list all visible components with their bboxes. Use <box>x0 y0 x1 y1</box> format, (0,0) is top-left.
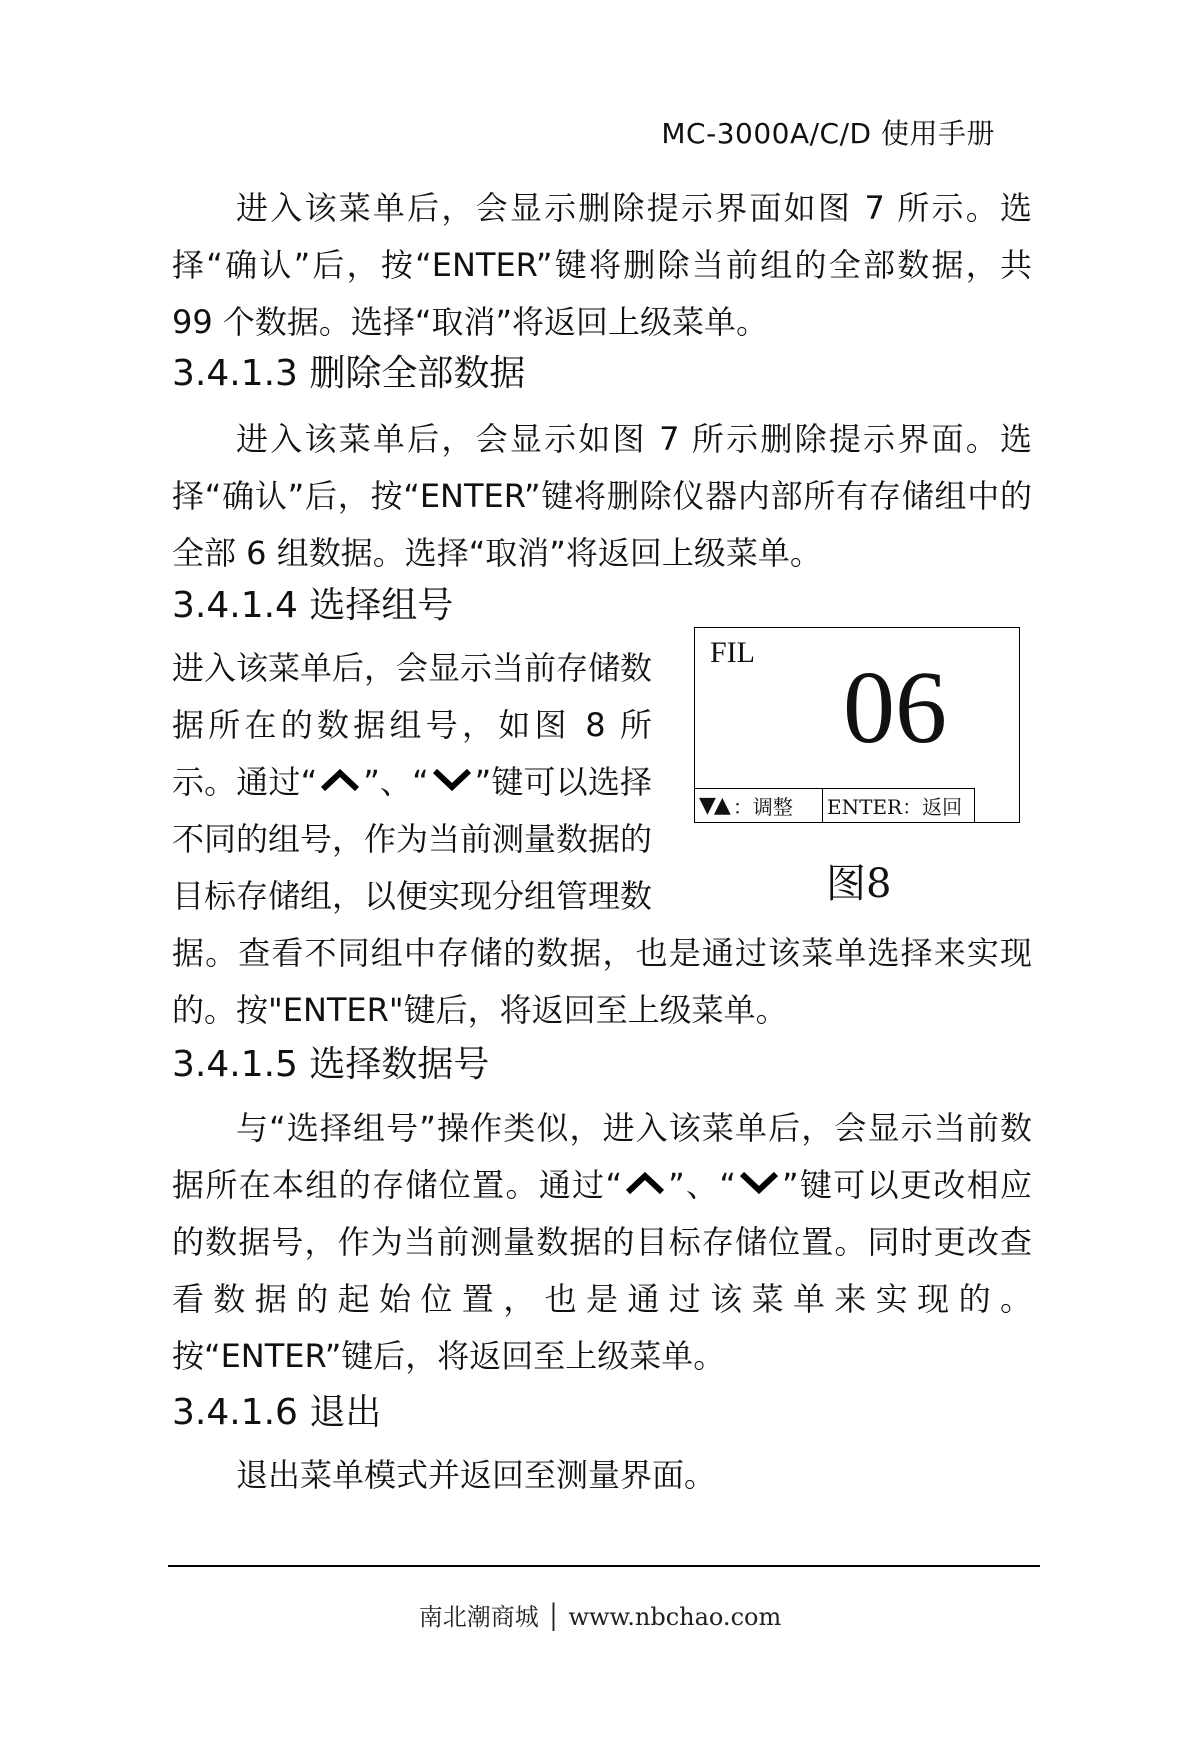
text-run: ”键可以更改相应的数据号，作为当前测量数据的目标存储位置。同时更改查看数据的起始位置，也是通过该菜单来实现的。按“ENTER”键后，将返回至上级菜单。 <box>172 1166 1032 1375</box>
chevron-down-icon <box>429 765 475 795</box>
page-header-title: MC-3000A/C/D 使用手册 <box>661 117 995 150</box>
text-run: 进入该菜单后，会显示当前存储数据所在的数据组号，如图 8 所示。通过“ <box>172 649 653 801</box>
heading-3-4-1-5: 3.4.1.5 选择数据号 <box>172 1044 490 1085</box>
lcd-group-number: 06 <box>843 650 947 765</box>
chevron-up-icon <box>317 765 363 795</box>
paragraph-select-group-cont: 据。查看不同组中存储的数据，也是通过该菜单选择来实现的。按"ENTER"键后，将返回至上级菜单。 <box>172 934 1032 1029</box>
figure-8-caption: 图8 <box>826 861 892 907</box>
paragraph-select-data <box>172 1100 1032 1385</box>
text-run: ”、“ <box>668 1166 736 1204</box>
heading-3-4-1-4: 3.4.1.4 选择组号 <box>172 585 454 626</box>
paragraph-delete-group: 进入该菜单后，会显示删除提示界面如图 7 所示。选择“确认”后，按“ENTER”键将删除当前组的全部数据，共 99 个数据。选择“取消”将返回上级菜单。 <box>172 189 1032 341</box>
heading-3-4-1-6: 3.4.1.6 退出 <box>172 1392 382 1433</box>
paragraph-delete-all: 进入该菜单后，会显示如图 7 所示删除提示界面。选择“确认”后，按“ENTER”键将删除仪器内部所有存储组中的全部 6 组数据。选择“取消”将返回上级菜单。 <box>172 420 1032 572</box>
paragraph-exit: 退出菜单模式并返回至测量界面。 <box>236 1456 717 1494</box>
lcd-status-bar <box>695 788 975 822</box>
chevron-up-icon <box>622 1168 668 1198</box>
footer-divider <box>168 1565 1040 1567</box>
lcd-enter-hint: ENTER：返回 <box>827 795 963 819</box>
lcd-mode-label: FIL <box>710 636 755 669</box>
lcd-adjust-hint <box>695 789 823 822</box>
footer-site-text: 南北潮商城 │ www.nbchao.com <box>418 1603 782 1631</box>
text-run: 与“选择组号”操作类似，进入该菜单后，会显示当前数据所在本组的存储位置。通过“ <box>172 1109 1032 1204</box>
paragraph-select-group <box>172 640 652 925</box>
text-run: ”键可以选择不同的组号，作为当前测量数据的目标存储组，以便实现分组管理数 <box>172 763 653 915</box>
chevron-down-icon <box>736 1168 782 1198</box>
figure-8-lcd-display <box>694 627 1020 823</box>
text-run: ”、“ <box>363 763 429 801</box>
lcd-adjust-label: ：调整 <box>732 795 793 819</box>
heading-3-4-1-3: 3.4.1.3 删除全部数据 <box>172 353 526 394</box>
down-up-arrows-icon: ▼▲ <box>699 793 729 818</box>
